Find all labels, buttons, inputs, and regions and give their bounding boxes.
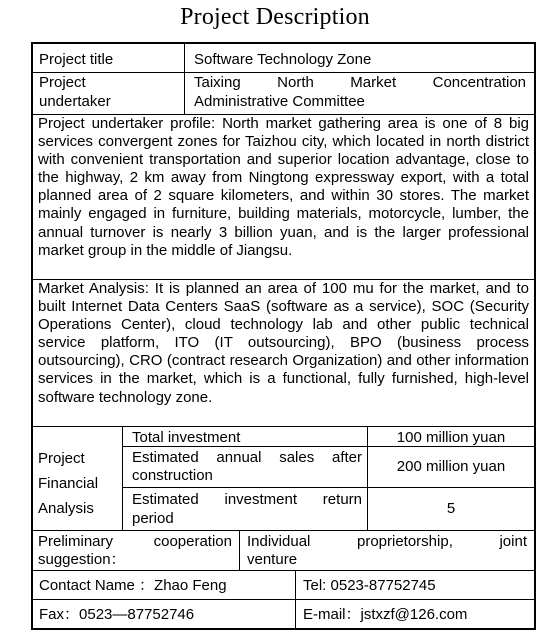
row-divider	[122, 446, 534, 447]
column-divider	[184, 44, 185, 114]
column-divider	[295, 570, 296, 630]
total-investment-value: 100 million yuan	[396, 429, 506, 446]
row-divider	[33, 570, 534, 571]
fax-number: Fax：0523—87752746	[39, 606, 195, 623]
page-title: Project Description	[180, 4, 370, 30]
tel-number: Tel: 0523-87752745	[303, 577, 436, 594]
project-table	[31, 42, 536, 630]
return-period-value: 5	[446, 500, 456, 517]
annual-sales-label-line-2: construction	[132, 467, 213, 484]
row-divider	[33, 426, 534, 427]
contact-name: Contact Name ：Zhao Feng	[39, 577, 227, 594]
row-divider	[33, 72, 534, 73]
annual-sales-label-line-1: Estimated annual sales after	[132, 449, 362, 466]
financial-analysis-label	[38, 446, 120, 521]
cooperation-value-line-2: venture	[247, 551, 298, 568]
row-divider	[122, 487, 534, 488]
cooperation-value-line-1: Individual proprietorship, joint	[247, 533, 527, 550]
undertaker-value-line-2: Administrative Committee	[194, 93, 365, 110]
return-label-line-2: period	[132, 510, 174, 527]
annual-sales-value: 200 million yuan	[396, 458, 506, 475]
project-title-label: Project title	[39, 51, 114, 68]
undertaker-label-line-1: Project	[39, 74, 86, 91]
financial-label-line-2: Financial	[38, 475, 99, 492]
row-divider	[33, 530, 534, 531]
column-divider	[239, 530, 240, 570]
return-label-line-1: Estimated investment return	[132, 491, 362, 508]
row-divider	[33, 599, 534, 600]
column-divider	[122, 426, 123, 530]
project-title-value: Software Technology Zone	[194, 51, 372, 68]
undertaker-value-line-1: Taixing North Market Concentration	[194, 74, 526, 91]
cooperation-label-line-2: suggestion：	[38, 551, 126, 568]
email-address: E-mail：jstxzf@126.com	[303, 606, 468, 623]
market-analysis: Market Analysis: It is planned an area of 100 mu for the market, and to built Internet Data Centers SaaS (software as a service), SOC (Security Operations Center), cloud technology lab and other public technical service platform, ITO (IT outsourcing), BPO (business process outsourcing), CRO (contract research Organization) and other information services in the market, which is a functional, fully furnished, high-level software technology zone.	[38, 280, 529, 406]
total-investment-label: Total investment	[132, 429, 241, 446]
cooperation-label-line-1: Preliminary cooperation	[38, 533, 232, 550]
undertaker-profile: Project undertaker profile: North market gathering area is one of 8 big services convergent zones for Taizhou city, which located in north district with convenient transportation and superior location advantage, close to the highway, 2 km away from Ningtong expressway export, with a total planned area of 2 square kilometers, and within 30 stores. The market mainly engaged in furniture, building materials, motorcycle, lumber, the annual turnover is nearly 3 billion yuan, and is the larger professional market group in the middle of Jiangsu.	[38, 115, 529, 259]
financial-label-line-1: Project	[38, 450, 85, 467]
undertaker-label-line-2: undertaker	[39, 93, 111, 110]
financial-label-line-3: Analysis	[38, 500, 94, 517]
